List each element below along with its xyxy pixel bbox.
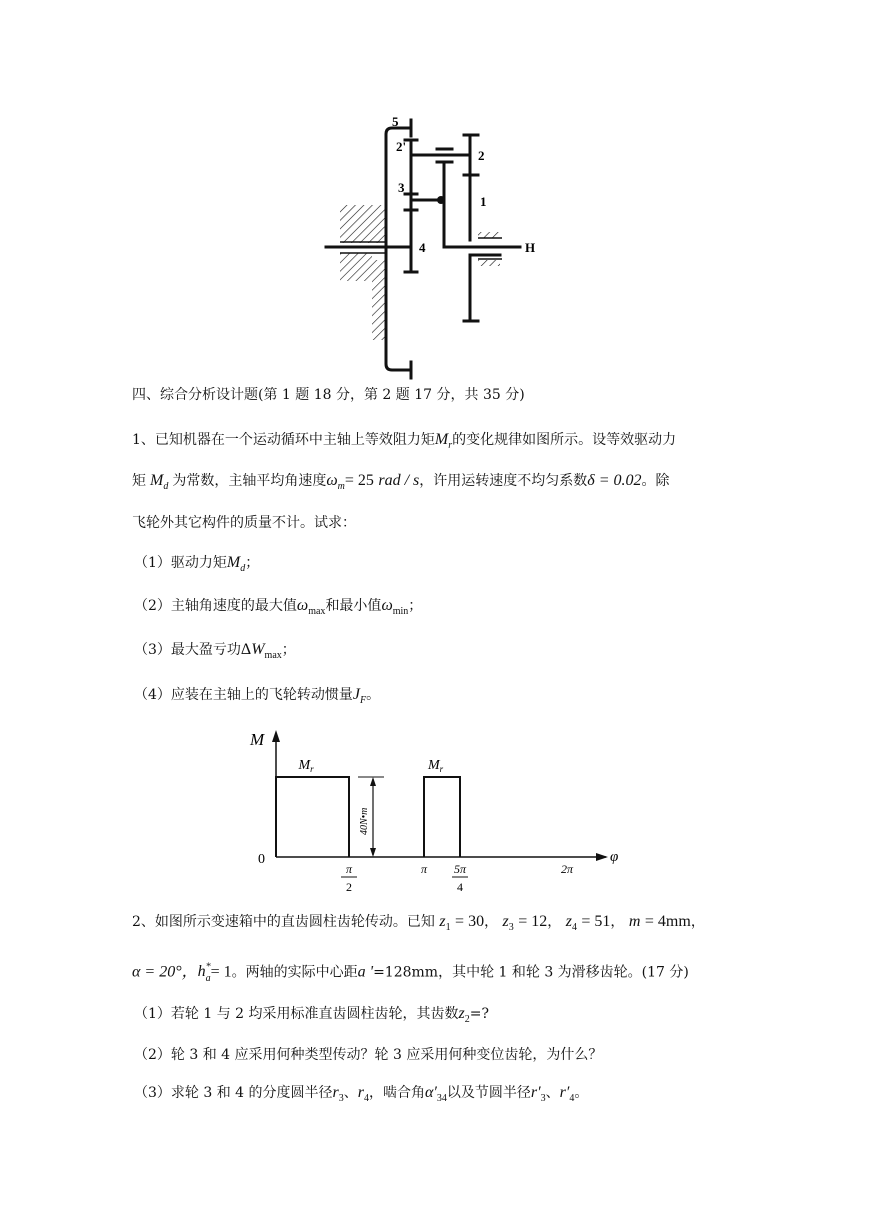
problem1-q1: （1）驱动力矩$M_d$； — [134, 554, 260, 575]
x-tick-den-0: 2 — [346, 880, 352, 894]
series-label-mr-0: $M_r$ — [298, 758, 314, 774]
housing-ring-gear — [386, 128, 403, 370]
section-heading: 四、综合分析设计题(第 1 题 18 分，第 2 题 17 分，共 35 分) — [132, 387, 525, 403]
problem1-q4: （4）应装在主轴上的飞轮转动惯量$J_F$。 — [134, 686, 381, 707]
label-carrier-h: H — [525, 240, 536, 255]
gear-train-diagram — [310, 100, 550, 385]
step-segment-0 — [276, 777, 349, 857]
series-label-mr-2: $M_r$ — [428, 758, 444, 774]
x-tick-den-2: 4 — [457, 880, 463, 894]
label-gear-2: 2 — [478, 148, 485, 163]
x-tick-label-3: 2π — [560, 862, 574, 876]
problem2-line2: α = 20°，$h^*_a= 1$。两轴的实际中心距a '=128mm，其中轮 1 和轮 3 为滑移齿轮。(17 分) — [132, 962, 689, 984]
problem2-q1: （1）若轮 1 与 2 均采用标准直齿圆柱齿轮，其齿数$z_2=$? — [134, 1005, 490, 1026]
origin-label: 0 — [258, 852, 265, 867]
x-tick-label-2: 5π — [453, 862, 467, 876]
height-arrow-top — [370, 777, 376, 786]
x-axis-arrow — [596, 853, 608, 861]
label-gear-2prime: 2' — [396, 139, 407, 154]
label-gear-1: 1 — [480, 194, 487, 209]
problem1-line2: 矩 $M_d$ 为常数，主轴平均角速度$\omega_m= 25$ rad / s，许用运转速度不均匀系数δ = 0.02。除 — [132, 472, 670, 493]
problem2-q2: （2）轮 3 和 4 应采用何种类型传动？轮 3 应采用何种变位齿轮，为什么？ — [134, 1047, 603, 1063]
y-axis-label: M — [250, 730, 265, 749]
problem1-intro: 1、已知机器在一个运动循环中主轴上等效阻力矩$M_r$的变化规律如图所示。设等效驱动力 — [132, 431, 677, 452]
height-label: 40N•m — [359, 807, 370, 835]
label-gear-4: 4 — [419, 240, 426, 255]
problem1-q2: （2）主轴角速度的最大值$\omega_{max}$和最小值$\omega_{min}$； — [134, 597, 423, 618]
x-tick-label-1: π — [420, 862, 428, 876]
problem1-q3: （3）最大盈亏功$\Delta W_{max}$； — [134, 641, 296, 662]
x-tick-label-0: π — [345, 862, 353, 876]
y-axis-arrow — [272, 730, 280, 742]
step-segment-2 — [424, 777, 460, 857]
x-axis-label: φ — [610, 849, 619, 865]
label-gear-3: 3 — [398, 180, 405, 195]
resistance-torque-chart — [240, 720, 630, 900]
label-gear-5: 5 — [392, 114, 399, 129]
problem1-line3: 飞轮外其它构件的质量不计。试求： — [132, 515, 356, 531]
problem2-intro: 2、如图所示变速箱中的直齿圆柱齿轮传动。已知 $z_1 = 30$， $z_3 = 12$， $z_4 = 51$， m = 4mm， — [132, 913, 705, 934]
height-arrow-bottom — [370, 848, 376, 857]
problem2-q3: （3）求轮 3 和 4 的分度圆半径$r_3$、$r_4$，啮合角$\alpha'_{34}$以及节圆半径$r'_3$、$r'_4$。 — [134, 1084, 589, 1105]
